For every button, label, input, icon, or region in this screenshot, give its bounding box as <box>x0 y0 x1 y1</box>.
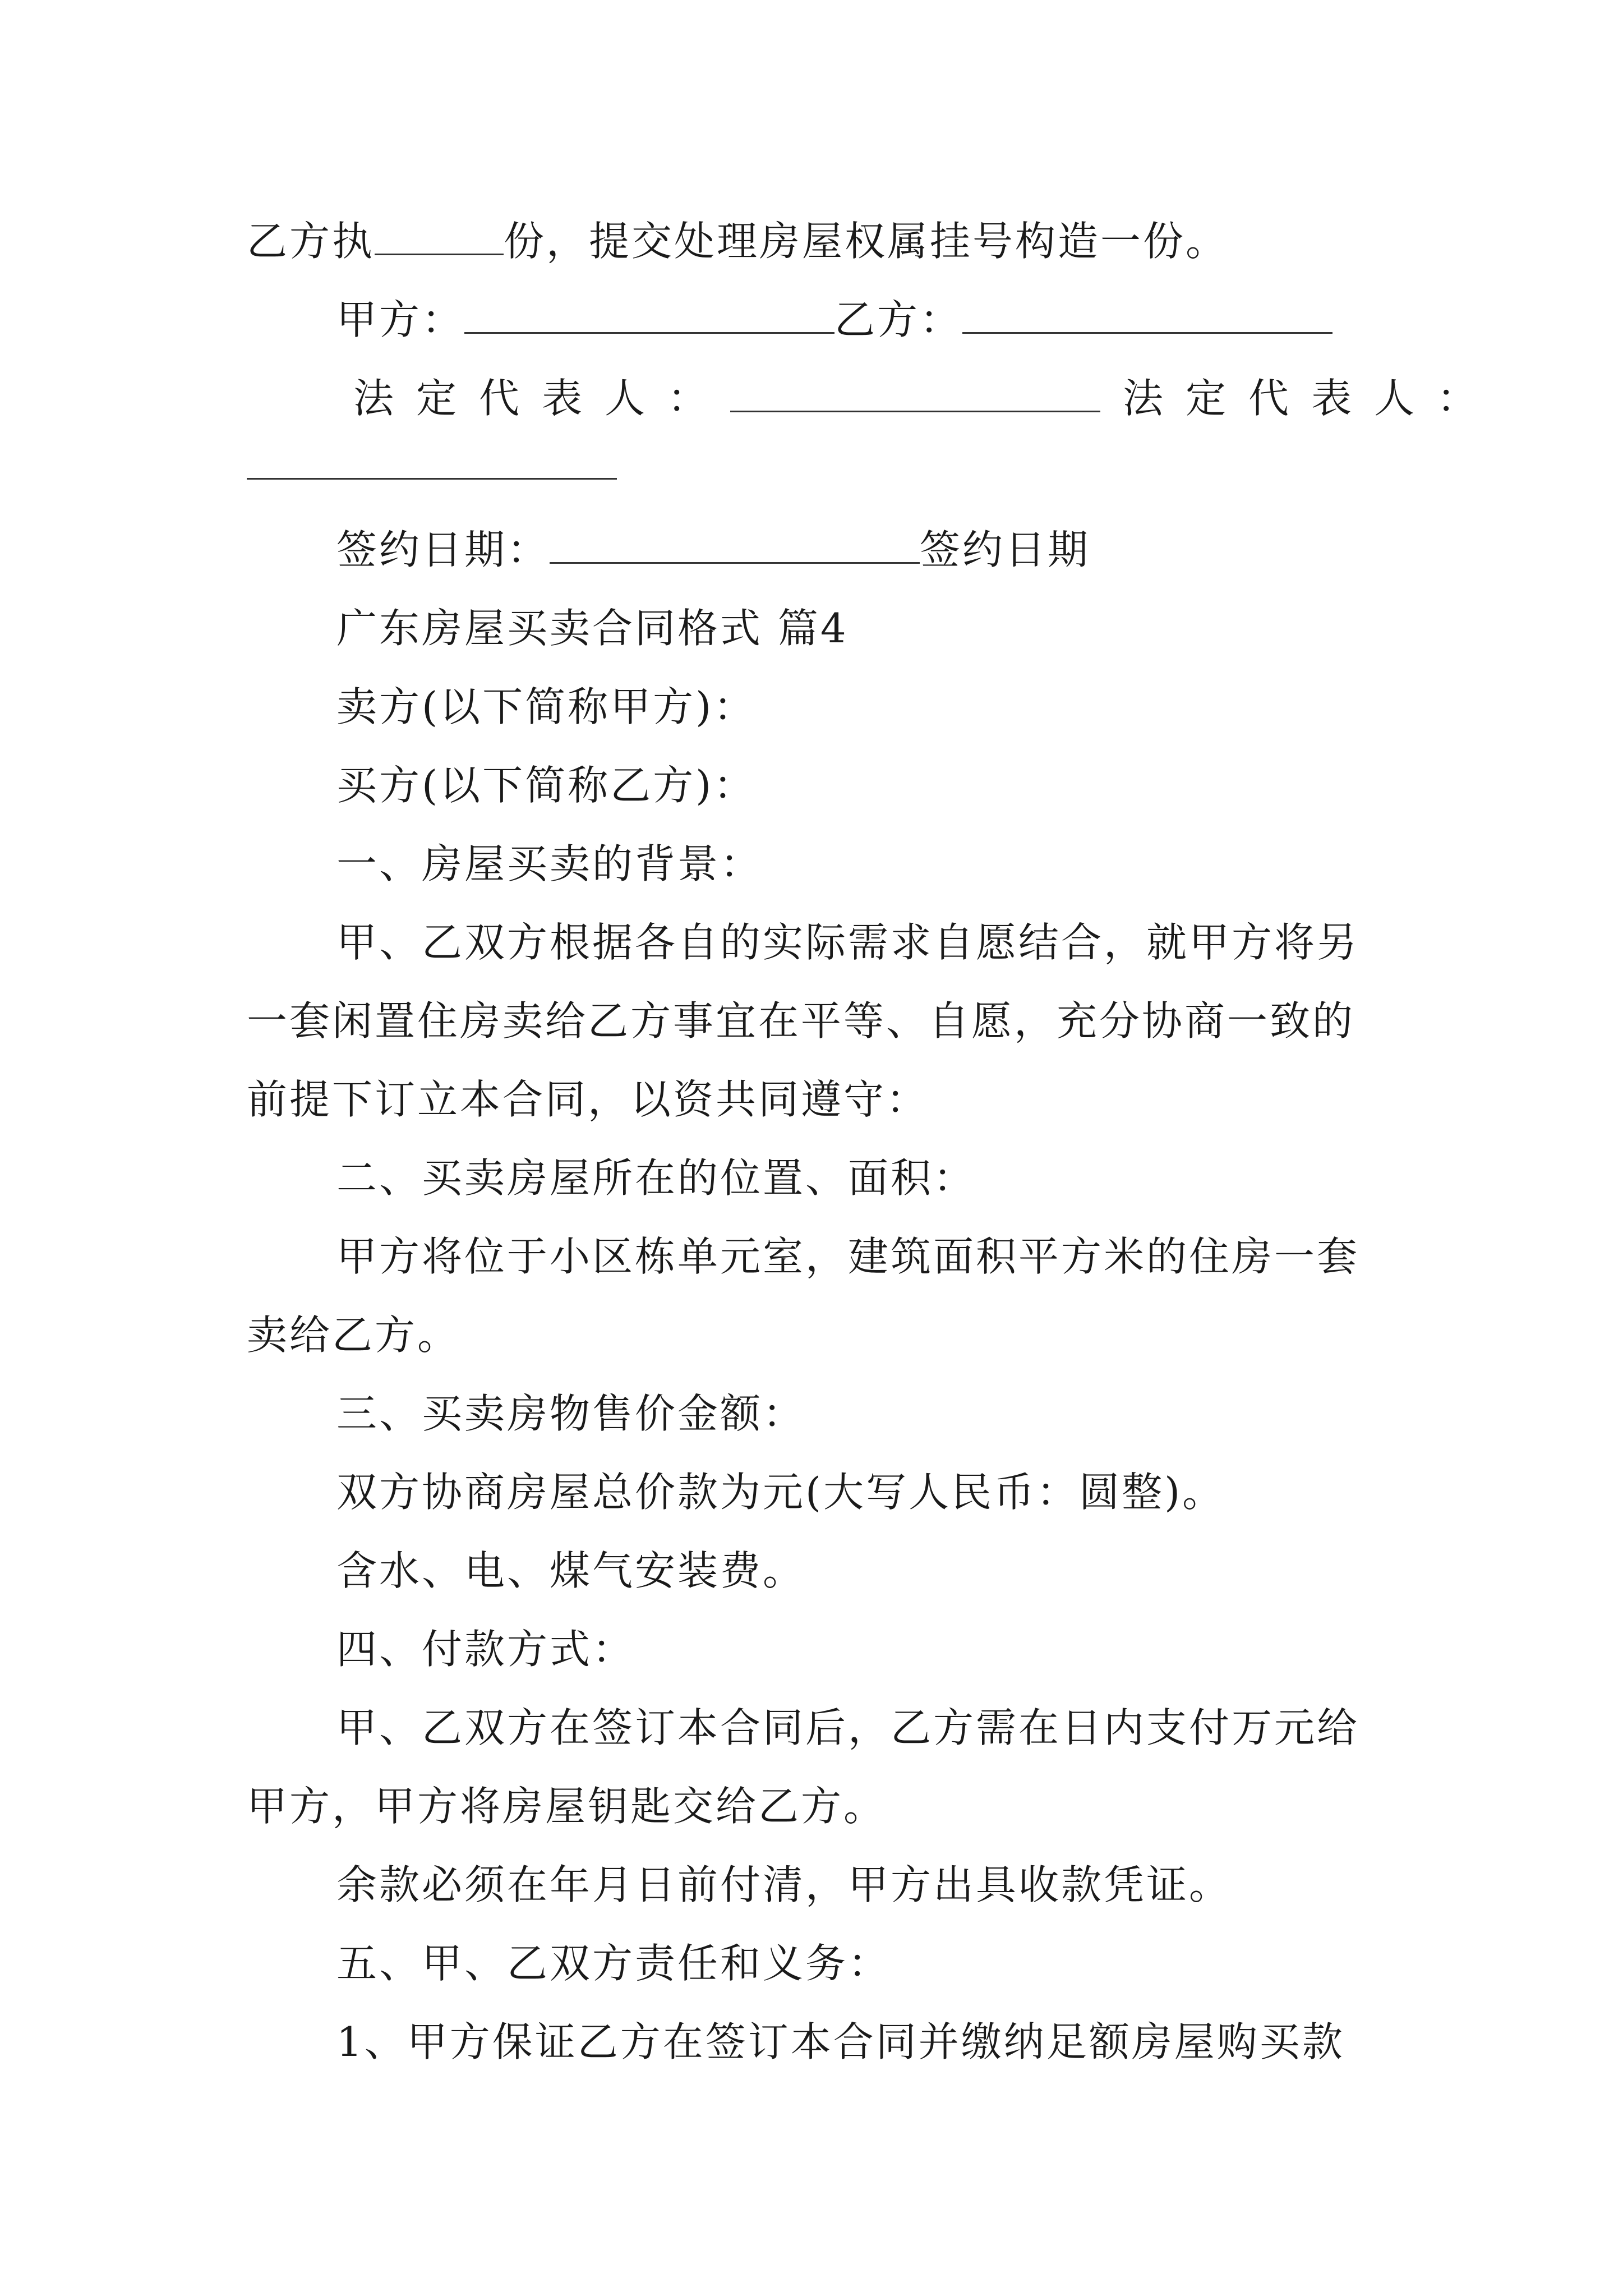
rep-a-label: 法定代表人： <box>353 375 731 422</box>
copies-blank[interactable] <box>375 213 504 255</box>
rep-b-blank[interactable] <box>247 438 617 480</box>
s4-paragraph-line-3: 余款必须在年月日前付清，甲方出具收款凭证。 <box>336 1861 1232 1908</box>
section-title: 广东房屋买卖合同格式 篇4 <box>336 605 849 652</box>
rep-a-blank[interactable] <box>730 370 1100 412</box>
party-b-label: 乙方： <box>834 296 963 343</box>
rep-line <box>353 370 1500 426</box>
sign-date-a-blank[interactable] <box>550 522 920 564</box>
s3-heading: 三、买卖房物售价金额： <box>336 1390 806 1437</box>
party-line <box>336 292 1332 348</box>
party-b-blank[interactable] <box>962 292 1332 334</box>
sign-date-line <box>336 522 1090 578</box>
s2-heading: 二、买卖房屋所在的位置、面积： <box>336 1154 976 1202</box>
s1-paragraph-line-1: 甲、乙双方根据各自的实际需求自愿结合，就甲方将另 <box>336 919 1360 966</box>
s4-paragraph-line-1: 甲、乙双方在签订本合同后，乙方需在日内支付万元给 <box>336 1704 1360 1751</box>
s2-paragraph-line-2: 卖给乙方。 <box>247 1312 460 1359</box>
copies-text-b: 份，提交处理房屋权属挂号构造一份。 <box>504 218 1229 265</box>
s3-paragraph-line-2: 含水、电、煤气安装费。 <box>336 1547 806 1594</box>
rep-b-label: 法定代表人： <box>1123 375 1500 422</box>
sign-date-b-label: 签约日期 <box>920 526 1091 573</box>
party-a-blank[interactable] <box>464 292 834 334</box>
s5-paragraph-line-1: 1、甲方保证乙方在签订本合同并缴纳足额房屋购买款 <box>336 2018 1345 2065</box>
party-a-label: 甲方： <box>336 296 465 343</box>
s3-paragraph-line-1: 双方协商房屋总价款为元(大写人民币：圆整)。 <box>336 1469 1225 1516</box>
s2-paragraph-line-1: 甲方将位于小区栋单元室，建筑面积平方米的住房一套 <box>336 1233 1360 1280</box>
s1-heading: 一、房屋买卖的背景： <box>336 840 763 887</box>
copies-text-a: 乙方执 <box>247 218 375 265</box>
s5-heading: 五、甲、乙双方责任和义务： <box>336 1940 891 1987</box>
s1-paragraph-line-3: 前提下订立本合同，以资共同遵守： <box>247 1076 929 1123</box>
s4-heading: 四、付款方式： <box>336 1626 635 1673</box>
copies-line <box>247 213 1228 269</box>
sign-date-a-label: 签约日期： <box>336 526 550 573</box>
s1-paragraph-line-2: 一套闲置住房卖给乙方事宜在平等、自愿，充分协商一致的 <box>247 997 1355 1045</box>
buyer-line: 买方(以下简称乙方)： <box>336 762 757 809</box>
s4-paragraph-line-2: 甲方，甲方将房屋钥匙交给乙方。 <box>247 1783 887 1830</box>
rep-b-blank-line <box>247 438 617 494</box>
seller-line: 卖方(以下简称甲方)： <box>336 683 757 730</box>
